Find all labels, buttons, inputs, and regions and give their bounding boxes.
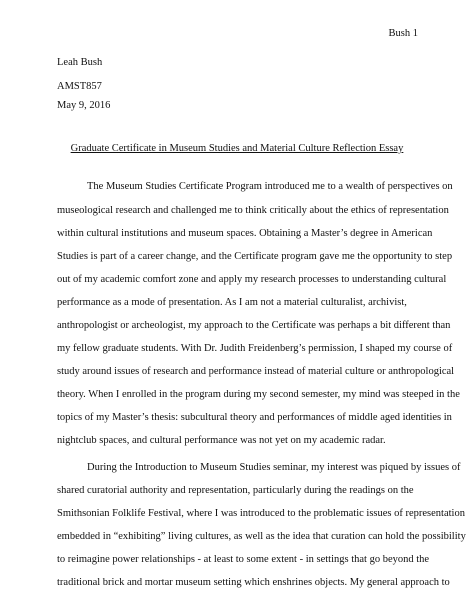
- body-line: to reimagine power relationships - at least to some extent - in settings that go beyond the: [57, 554, 430, 565]
- body-line: Smithsonian Folklife Festival, where I was introduced to the problematic issues of representation: [57, 508, 465, 519]
- body-line: topics of my Master’s thesis: subcultural theory and performances of middle aged identities in: [57, 412, 452, 423]
- body-line: Studies is part of a career change, and the Certificate program gave me the opportunity to step: [57, 251, 453, 262]
- course-code: AMST857: [57, 81, 102, 92]
- running-head: Bush 1: [388, 28, 418, 39]
- essay-title: Graduate Certificate in Museum Studies and Material Culture Reflection Essay: [70, 143, 404, 154]
- essay-date: May 9, 2016: [57, 100, 111, 111]
- body-line: theory. When I enrolled in the program during my second semester, my mind was steeped in the: [57, 389, 460, 400]
- body-line: out of my academic comfort zone and apply my research processes to understanding cultural: [57, 274, 447, 285]
- body-line: my fellow graduate students. With Dr. Judith Freidenberg’s permission, I shaped my course of: [57, 343, 453, 354]
- body-line: traditional brick and mortar museum setting which enshrines objects. My general approach to: [57, 577, 450, 588]
- body-line: anthropologist or archeologist, my approach to the Certificate was perhaps a bit different than: [57, 320, 451, 331]
- author-name: Leah Bush: [57, 57, 103, 68]
- body-line: During the Introduction to Museum Studies seminar, my interest was piqued by issues of: [87, 462, 461, 473]
- body-line: within cultural institutions and museum spaces. Obtaining a Master’s degree in American: [57, 228, 433, 239]
- body-line: study around issues of research and performance instead of material culture or anthropological: [57, 366, 455, 377]
- body-line: The Museum Studies Certificate Program introduced me to a wealth of perspectives on: [87, 181, 453, 192]
- body-line: shared curatorial authority and representation, particularly during the readings on the: [57, 485, 414, 496]
- body-line: museological research and challenged me to think critically about the ethics of representation: [57, 205, 449, 216]
- body-line: nightclub spaces, and cultural performance was not yet on my academic radar.: [57, 435, 386, 446]
- body-line: performance as a mode of presentation. As I am not a material culturalist, archivist,: [57, 297, 407, 308]
- body-line: embedded in “exhibiting” living cultures, as well as the idea that curation can hold the possibility: [57, 531, 466, 542]
